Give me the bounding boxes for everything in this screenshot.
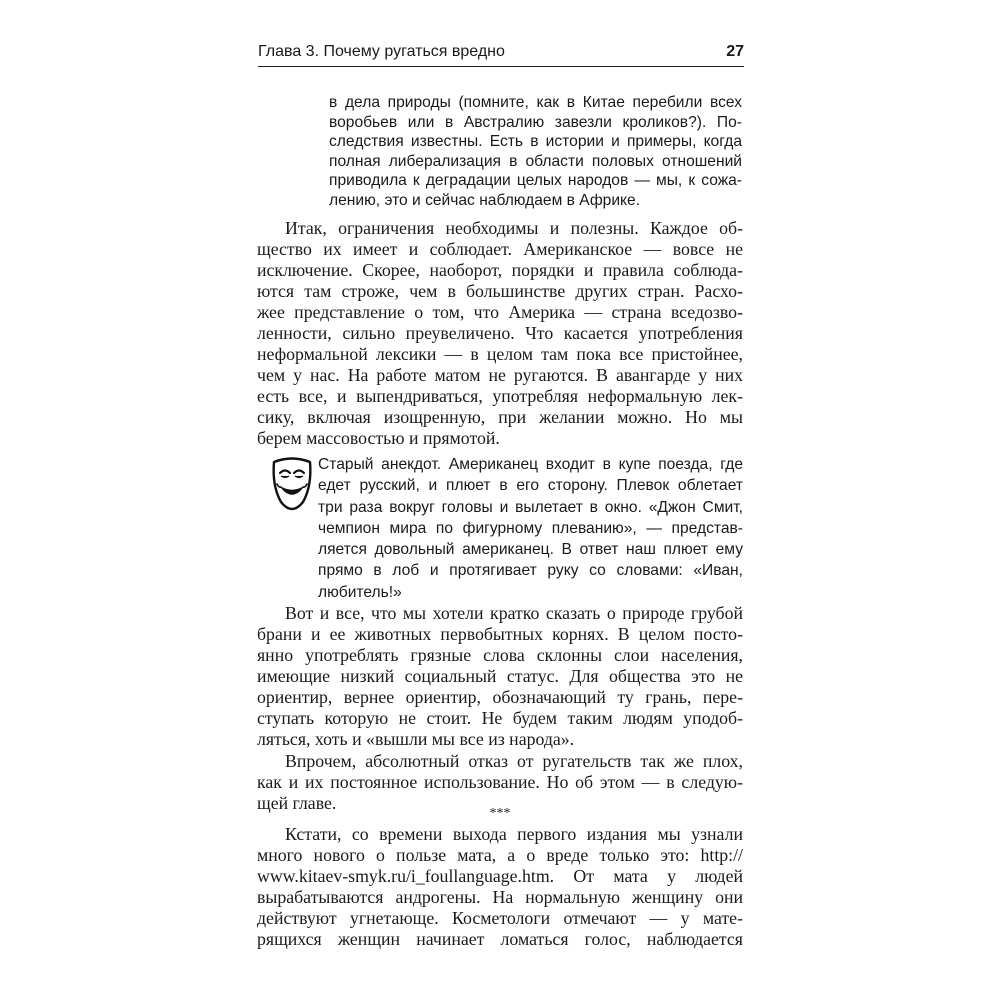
paragraph-line: Вот и все, что мы хотели кратко сказать о природе грубой <box>285 603 743 623</box>
quote-line: полная либерализация в области половых отношений <box>329 152 742 170</box>
quote-block <box>329 93 742 211</box>
paragraph-line: есть все, и выпендриваться, употребляя неформальную лек- <box>257 386 743 406</box>
paragraph-line: много нового о пользе мата, а о вреде только это: http:// <box>257 845 743 865</box>
joke-line: ляется довольный американец. В ответ наш плюет ему <box>318 541 743 559</box>
paragraph-line: берем массовостью и прямотой. <box>257 428 500 448</box>
paragraph-line: сику, включая изощренную, при желании можно. Но мы <box>257 407 743 427</box>
paragraph-line: неформальной лексики — в целом там пока все пристойнее, <box>257 344 743 364</box>
quote-line: лению, это и сейчас наблюдаем в Африке. <box>329 191 641 209</box>
joke-line: чемпион мира по фигурному плеванию», — представ- <box>318 519 743 537</box>
paragraph-line: рящихся женщин начинает ломаться голос, наблюдается <box>257 929 743 949</box>
joke-line: любитель!» <box>318 583 402 601</box>
paragraph-line: щество их имеет и соблюдает. Американское — вовсе не <box>257 239 743 259</box>
running-header <box>258 42 744 67</box>
paragraph-line: ются там строже, чем в большинстве других стран. Расхо- <box>257 281 743 301</box>
paragraph-line: ленности, сильно преувеличено. Что касается употребления <box>257 323 743 343</box>
paragraph <box>257 218 743 449</box>
quote-line: в дела природы (помните, как в Китае перебили всех <box>329 94 742 111</box>
paragraph-line: Кстати, со времени выхода первого издания мы узнали <box>285 824 743 844</box>
paragraph-line: как и их постоянное использование. Но об этом — в следую- <box>257 772 743 792</box>
section-separator <box>257 806 743 822</box>
separator-stars: *** <box>489 806 511 821</box>
joke-line: Старый анекдот. Американец входит в купе поезда, где <box>318 456 743 473</box>
paragraph-line: жее представление о том, что Америка — страна вседозво- <box>257 302 743 322</box>
paragraph-line: Впрочем, абсолютный отказ от ругательств так же плох, <box>285 751 743 771</box>
quote-line: приводила к деградации целых народов — мы, к сожа- <box>329 172 742 190</box>
paragraph-line: ступать которую не стоит. Не будем таким людям уподоб- <box>257 708 743 728</box>
joke-line: три раза вокруг головы и вылетает в окно. «Джон Смит, <box>318 498 743 516</box>
paragraph-line: www.kitaev-smyk.ru/i_foullanguage.htm. От мата у людей <box>257 866 743 886</box>
paragraph-line: действуют угнетающе. Косметологи отмечают — у мате- <box>257 908 743 928</box>
quote-line: воробьев или в Австралию завезли кроликов?). По- <box>329 113 742 131</box>
page-number: 27 <box>726 43 744 60</box>
paragraph-line: янно употреблять грязные слова склонны слои населения, <box>257 645 743 665</box>
quote-line: следствия известны. Есть в истории и примеры, когда <box>329 133 742 151</box>
theater-mask-icon <box>270 456 314 516</box>
paragraph <box>257 824 743 950</box>
joke-block <box>318 454 743 603</box>
joke-line: прямо в лоб и протягивает руку со словами: «Иван, <box>318 562 743 580</box>
paragraph <box>257 751 743 814</box>
paragraph-line: брани и ее животных первобытных корнях. В целом посто- <box>257 624 743 644</box>
chapter-title: Глава 3. Почему ругаться вредно <box>258 43 505 60</box>
paragraph-line: исключение. Скорее, наоборот, порядки и правила соблюда- <box>257 260 743 280</box>
paragraph-line: щей главе. <box>257 793 337 813</box>
paragraph-line: Итак, ограничения необходимы и полезны. Каждое об- <box>285 218 743 238</box>
paragraph-line: имеющие низкий социальный статус. Для общества это не <box>257 666 743 686</box>
joke-line: едет русский, и плюет в его сторону. Плевок облетает <box>318 477 743 495</box>
paragraph-line: вырабатываются андрогены. На нормальную женщину они <box>257 887 743 907</box>
paragraph-line: ориентир, вернее ориентир, обозначающий ту грань, пере- <box>257 687 743 707</box>
paragraph-line: ляться, хоть и «вышли мы все из народа». <box>257 729 575 749</box>
paragraph-line: чем у нас. На работе матом не ругаются. В авангарде у них <box>257 365 743 385</box>
paragraph <box>257 603 743 750</box>
